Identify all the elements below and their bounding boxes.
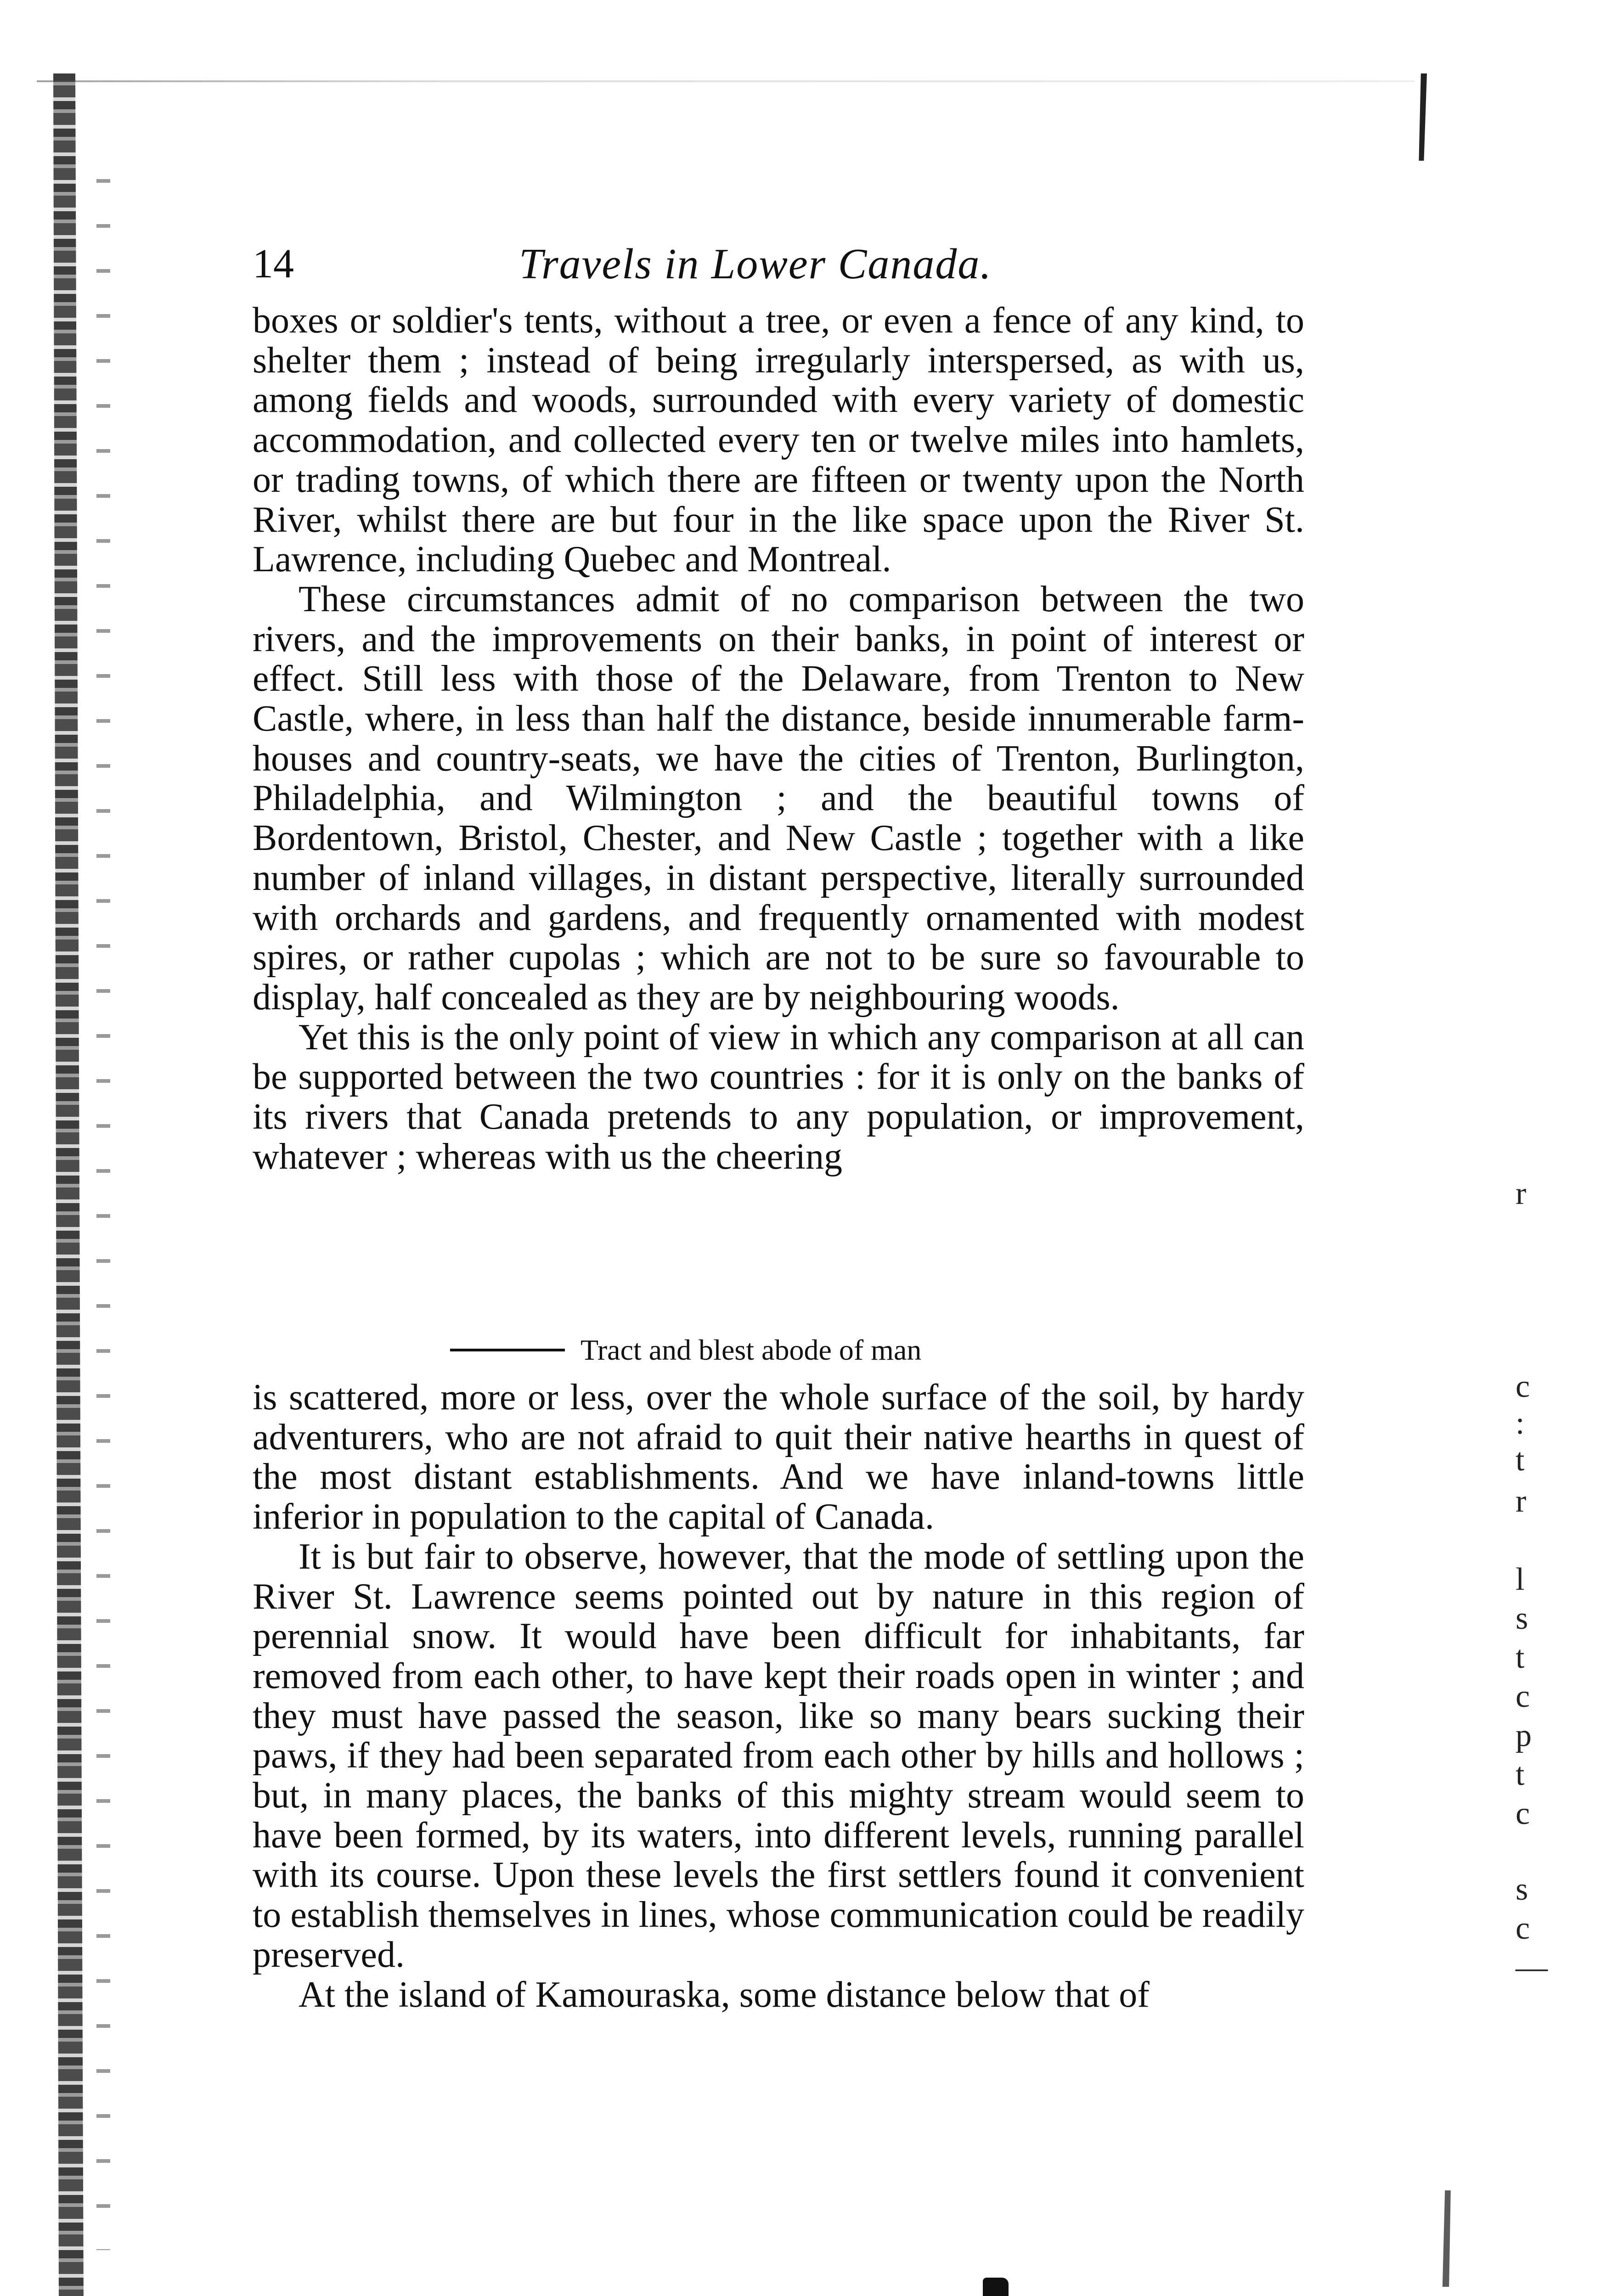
quoted-verse xyxy=(450,1327,1093,1373)
bleed-letter: t xyxy=(1516,1757,1525,1792)
bleed-letter: t xyxy=(1516,1640,1525,1675)
bleed-letter: s xyxy=(1516,1601,1528,1636)
body-text-lower xyxy=(253,1378,1304,2015)
bleed-letter: l xyxy=(1516,1562,1525,1597)
page-header xyxy=(253,239,1309,294)
scanned-corner-mark xyxy=(1417,73,1427,161)
scanned-top-shadow xyxy=(37,80,1415,82)
bleed-letter: c xyxy=(1516,1369,1530,1404)
paragraph: is scattered, more or less, over the whole surface of the soil, by hardy adventurers, who are not afraid to quit their native hearths in quest of the most distant establishments. And we have inland-towns little inferior in population to the capital of Canada. xyxy=(253,1377,1304,1537)
paragraph: Yet this is the only point of view in which any comparison at all can be supported between the two countries : for it is only on the banks of its rivers that Canada pretends to any population, or improvement, whatever ; whereas with us the cheering xyxy=(253,1017,1304,1177)
bleed-letter: s xyxy=(1516,1872,1528,1907)
bleed-letter: c xyxy=(1516,1679,1530,1714)
paragraph: These circumstances admit of no comparison between the two rivers, and the improvements on their banks, in point of interest or effect. Still less with those of the Delaware, from Trenton to New Castle, where, in less than half the distance, beside innumerable farm-houses and country-seats, we have the cities of Trenton, Burlington, Philadelphia, and Wilmington ; and the beautiful towns of Bordentown, Bristol, Chester, and New Castle ; together with a like number of inland villages, in distant perspective, literally surrounded with orchards and gardens, and frequently ornamented with modest spires, or rather cupolas ; which are not to be sure so favourable to display, half concealed as they are by neighbouring woods. xyxy=(253,579,1304,1018)
bleed-letter: — xyxy=(1516,1950,1548,1985)
paragraph: It is but fair to observe, however, that the mode of settling upon the River St. Lawrence seems pointed out by nature in this region of perennial snow. It would have been difficult for inhabitants, far removed from each other, to have kept their roads open in winter ; and they must have passed the season, like so many bears sucking their paws, if they had been separated from each other by hills and hollows ; but, in many places, the banks of this mighty stream would seem to have been formed, by its waters, into different levels, running parallel with its course. Upon these levels the first settlers found it convenient to establish themselves in lines, whose communication could be readily preserved. xyxy=(253,1536,1304,1975)
bleed-letter: r xyxy=(1516,1484,1527,1519)
quote-text: Tract and blest abode of man xyxy=(581,1334,922,1366)
bleed-letter: r xyxy=(1516,1176,1527,1211)
bleed-letter: c xyxy=(1516,1796,1530,1831)
running-title: Travels in Lower Canada. xyxy=(519,240,992,288)
paragraph: boxes or soldier's tents, without a tree, or even a fence of any kind, to shelter them ; instead of being irregularly interspersed, as with us, among fields and woods, surrounded with every variety of domestic accommodation, and collected every ten or twelve miles into hamlets, or trading towns, of which there are fifteen or twenty upon the North River, whilst there are but four in the like space upon the River St. Lawrence, including Quebec and Montreal. xyxy=(253,300,1304,580)
bleed-letter: p xyxy=(1516,1718,1532,1753)
scanned-binding-edge xyxy=(37,73,92,2296)
quote-dash-rule xyxy=(450,1349,565,1351)
paragraph: At the island of Kamouraska, some distance below that of xyxy=(299,1974,1150,2015)
bleed-letter: : xyxy=(1516,1406,1525,1441)
bleed-letter: c xyxy=(1516,1911,1530,1946)
bleed-letter: t xyxy=(1516,1442,1525,1478)
page-number: 14 xyxy=(253,241,294,287)
body-text-upper xyxy=(253,301,1304,1176)
scanned-corner-mark-bottom xyxy=(1437,2190,1454,2287)
ink-blot xyxy=(983,2278,1009,2296)
scanned-edge-speckle xyxy=(96,138,110,2250)
